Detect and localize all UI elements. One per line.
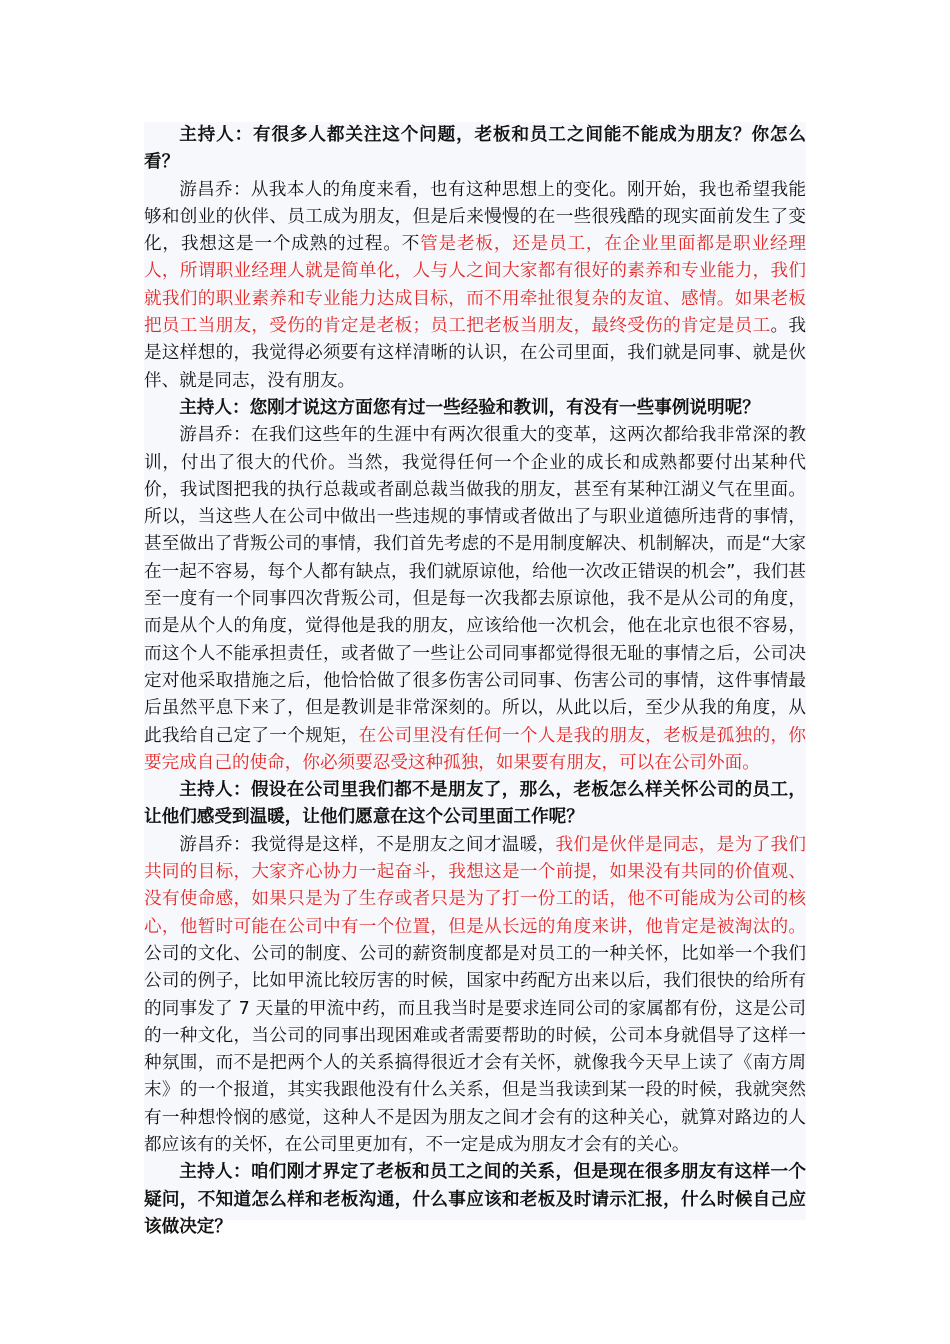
answer-text: 游昌乔：从我本人的角度来看，也有这种思想上的变化。刚开始，我也希望我能够和创业的伙伴、员工成为朋友，但是后来慢慢的在一些很残酷的现实面前发生了变化，我想这是一个成熟的过程。不 — [144, 179, 806, 255]
guest-answer-3 — [144, 832, 806, 1160]
highlighted-text: 管是老板，还是员工，在企业里面都是职业经理人，所谓职业经理人就是简单化，人与人之间大家都有很好的素养和专业能力，我们就我们的职业素养和专业能力达成目标，而不用牵扯很复杂的友谊、感情。如果老板把员工当朋友，受伤的肯定是老板；员工把老板当朋友，最终受伤的肯定是员工 — [144, 234, 806, 337]
host-question-4: 主持人：咱们刚才界定了老板和员工之间的关系，但是现在很多朋友有这样一个疑问，不知道怎么样和老板沟通，什么事应该和老板及时请示汇报，什么时候自己应该做决定？ — [144, 1162, 806, 1237]
guest-answer-2 — [144, 422, 806, 777]
answer-text: 。我是这样想的，我觉得必须要有这样清晰的认识，在公司里面，我们就是同事、就是伙伴、就是同志，没有朋友。 — [144, 316, 806, 391]
answer-text: 游昌乔：在我们这些年的生涯中有两次很重大的变革，这两次都给我非常深的教训，付出了很大的代价。当然，我觉得任何一个企业的成长和成熟都要付出某种代价，我试图把我的执行总裁或者副总裁当做我的朋友，甚至有某种江湖义气在里面。所以，当这些人在公司中做出一些违规的事情或者做出了与职业道德所违背的事情，甚至做出了背叛公司的事情，我们首先考虑的不是用制度解决、机制解决，而是“大家在一起不容易，每个人都有缺点，我们就原谅他，给他一次改正错误的机会”，我们甚至一度有一个同事四次背叛公司，但是每一次我都去原谅他，我不是从公司的角度，而是从个人的角度，觉得他是我的朋友，应该给他一次机会，他在北京也很不容易，而这个人不能承担责任，或者做了一些让公司同事都觉得很无耻的事情之后，公司决定对他采取措施之后，他恰恰做了很多伤害公司同事、伤害公司的事情，这件事情最后虽然平息下来了，但是教训是非常深刻的。所以，从此以后，至少从我的角度，从此我给自己定了一个规矩， — [144, 425, 806, 746]
answer-text: 公司的文化、公司的制度、公司的薪资制度都是对员工的一种关怀，比如举一个我们公司的例子，比如甲流比较厉害的时候，国家中药配方出来以后，我们很快的给所有的同事发了 7 天量的甲流中药，而且我当时是要求连同公司的家属都有份，这是公司的一种文化，当公司的同事出现困难或者需要帮助的时候，公司本身就倡导了这样一种氛围，而不是把两个人的关系搞得很近才会有关怀，就像我今天早上读了《南方周末》的一个报道，其实我跟他没有什么关系，但是当我读到某一段的时候，我就突然有一种想怜悯的感觉，这种人不是因为朋友之间才会有的这种关心，就算对路边的人都应该有的关怀，在公司里更加有，不一定是成为朋友才会有的关心。 — [144, 943, 806, 1155]
host-question-3: 主持人：假设在公司里我们都不是朋友了，那么，老板怎么样关怀公司的员工，让他们感受到温暖，让他们愿意在这个公司里面工作呢？ — [144, 780, 806, 828]
guest-answer-1 — [144, 177, 806, 395]
host-question-2: 主持人：您刚才说这方面您有过一些经验和教训，有没有一些事例说明呢？ — [179, 397, 760, 418]
highlighted-text: 我们是伙伴是同志，是为了我们共同的目标，大家齐心协力一起奋斗，我想这是一个前提，如果没有共同的价值观、没有使命感，如果只是为了生存或者只是为了打一份工的话，他不可能成为公司的核心，他暂时可能在公司中有一个位置，但是从长远的角度来讲，他肯定是被淘汰的。 — [144, 834, 806, 937]
highlighted-text: 在公司里没有任何一个人是我的朋友，老板是孤独的，你要完成自己的使命，你必须要忍受这种孤独，如果要有朋友，可以在公司外面。 — [144, 725, 806, 773]
host-question-1: 主持人：有很多人都关注这个问题，老板和员工之间能不能成为朋友？你怎么看？ — [144, 125, 806, 173]
interview-text-block — [144, 122, 806, 1237]
answer-text: 游昌乔：我觉得是这样，不是朋友之间才温暖， — [179, 834, 556, 855]
